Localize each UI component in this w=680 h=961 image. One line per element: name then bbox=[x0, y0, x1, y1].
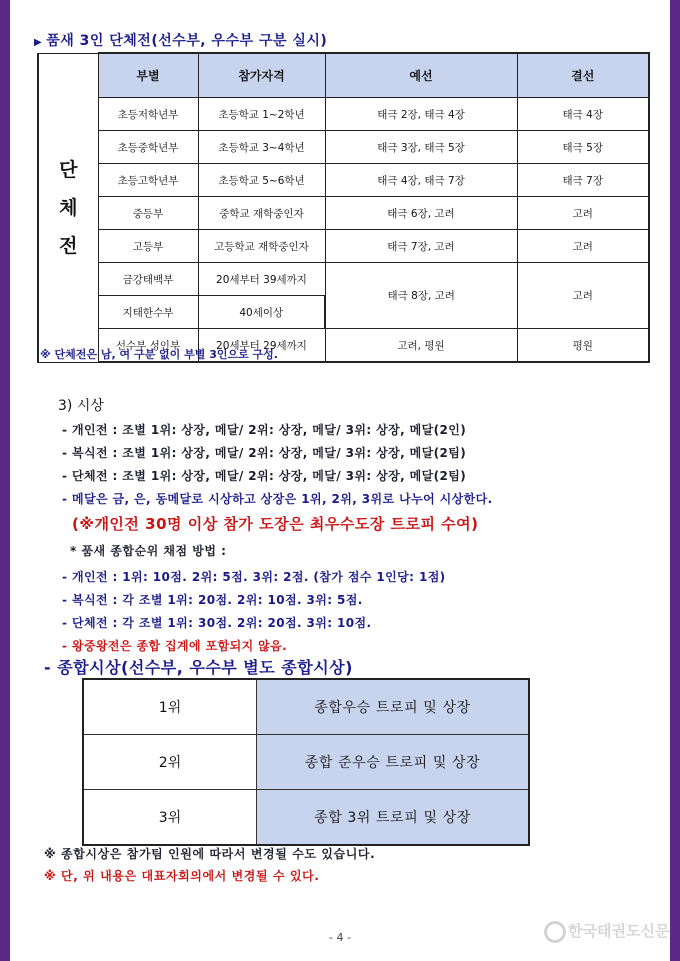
header-division: 부별 bbox=[98, 53, 198, 98]
table-row bbox=[38, 164, 649, 197]
team-event-heading bbox=[34, 30, 327, 50]
division-cell: 중등부 bbox=[98, 197, 198, 230]
division-cell: 지태한수부 bbox=[98, 296, 198, 329]
scoring-line-doubles: - 복식전 : 각 조별 1위: 20점. 2위: 10점. 3위: 5점. bbox=[62, 593, 363, 607]
table-row bbox=[83, 790, 529, 846]
eligibility-cell: 고등학교 재학중인자 bbox=[198, 230, 325, 263]
final-cell: 태극 7장 bbox=[517, 164, 649, 197]
division-cell: 금강태백부 bbox=[98, 263, 198, 296]
trophy-note: (※개인전 30명 이상 참가 도장은 최우수도장 트로피 수여) bbox=[72, 515, 479, 533]
prelim-cell: 태극 3장, 태극 5장 bbox=[325, 131, 517, 164]
eligibility-cell: 초등학교 3~4학년 bbox=[198, 131, 325, 164]
prelim-cell: 태극 6장, 고려 bbox=[325, 197, 517, 230]
watermark-logo-icon bbox=[544, 921, 566, 943]
final-cell: 고려 bbox=[517, 263, 649, 329]
division-cell: 선수부 성인부 bbox=[98, 329, 198, 363]
eligibility-cell: 초등학교 5~6학년 bbox=[198, 164, 325, 197]
scoring-method-title: * 품새 종합순위 채점 방법 : bbox=[70, 544, 227, 558]
eligibility-cell: 20세부터 29세까지 bbox=[198, 329, 325, 363]
prelim-cell: 태극 4장, 태극 7장 bbox=[325, 164, 517, 197]
side-char: 체 bbox=[59, 196, 78, 219]
award-line-individual: - 개인전 : 조별 1위: 상장, 메달/ 2위: 상장, 메달/ 3위: 상장, 메달(2인) bbox=[62, 423, 467, 437]
scoring-line-exclusion: - 왕중왕전은 종합 집계에 포함되지 않음. bbox=[62, 639, 288, 653]
rank-cell: 3위 bbox=[83, 790, 257, 846]
footnote-change: ※ 종합시상은 참가팀 인원에 따라서 변경될 수도 있습니다. bbox=[44, 847, 376, 861]
footnote-meeting: ※ 단, 위 내용은 대표자회의에서 변경될 수 있다. bbox=[44, 869, 320, 883]
table-row bbox=[38, 197, 649, 230]
division-cell: 초등고학년부 bbox=[98, 164, 198, 197]
prelim-cell: 태극 7장, 고려 bbox=[325, 230, 517, 263]
eligibility-cell: 초등학교 1~2학년 bbox=[198, 98, 325, 131]
team-event-table bbox=[37, 52, 650, 363]
eligibility-cell: 40세이상 bbox=[198, 296, 325, 329]
division-cell: 초등저학년부 bbox=[98, 98, 198, 131]
overall-awards-table bbox=[82, 678, 530, 846]
header-final: 결선 bbox=[517, 53, 649, 98]
triangle-marker-icon: ▶ bbox=[34, 37, 43, 48]
table-header-row bbox=[38, 53, 649, 98]
prelim-cell: 고려, 평원 bbox=[325, 329, 517, 363]
award-line-medals: - 메달은 금, 은, 동메달로 시상하고 상장은 1위, 2위, 3위로 나누어 시상한다. bbox=[62, 492, 493, 506]
team-side-label bbox=[38, 53, 98, 362]
prize-cell: 종합 3위 트로피 및 상장 bbox=[257, 790, 530, 846]
section-3-title: 3) 시상 bbox=[58, 398, 104, 414]
final-cell: 고려 bbox=[517, 197, 649, 230]
rank-cell: 1위 bbox=[83, 679, 257, 735]
team-note: ※ 단체전은 남, 여 구분 없이 부별 3인으로 구성. bbox=[40, 348, 278, 361]
table-row bbox=[38, 230, 649, 263]
division-cell: 초등중학년부 bbox=[98, 131, 198, 164]
scoring-line-team: - 단체전 : 각 조별 1위: 30점. 2위: 20점. 3위: 10점. bbox=[62, 616, 372, 630]
final-cell: 평원 bbox=[517, 329, 649, 363]
table-row bbox=[38, 263, 649, 296]
watermark-text: 한국태권도신문 bbox=[568, 922, 670, 940]
overall-awards-title: - 종합시상(선수부, 우수부 별도 종합시상) bbox=[44, 658, 353, 677]
table-row bbox=[38, 131, 649, 164]
final-cell: 고려 bbox=[517, 230, 649, 263]
document-page bbox=[10, 0, 670, 961]
table-row bbox=[83, 679, 529, 735]
side-char: 전 bbox=[59, 234, 78, 257]
page-number: - 4 - bbox=[329, 931, 351, 944]
team-event-heading-text: 품새 3인 단체전(선수부, 우수부 구분 실시) bbox=[46, 33, 328, 49]
final-cell: 태극 5장 bbox=[517, 131, 649, 164]
prize-cell: 종합우승 트로피 및 상장 bbox=[257, 679, 530, 735]
eligibility-cell: 20세부터 39세까지 bbox=[198, 263, 325, 296]
award-line-doubles: - 복식전 : 조별 1위: 상장, 메달/ 2위: 상장, 메달/ 3위: 상장, 메달(2팀) bbox=[62, 446, 467, 460]
prelim-cell: 태극 2장, 태극 4장 bbox=[325, 98, 517, 131]
eligibility-cell: 중학교 재학중인자 bbox=[198, 197, 325, 230]
scoring-line-individual: - 개인전 : 1위: 10점. 2위: 5점. 3위: 2점. (참가 점수 1인당: 1점) bbox=[62, 570, 446, 584]
header-prelim: 예선 bbox=[325, 53, 517, 98]
side-char: 단 bbox=[59, 158, 78, 181]
table-row bbox=[38, 98, 649, 131]
award-line-team: - 단체전 : 조별 1위: 상장, 메달/ 2위: 상장, 메달/ 3위: 상장, 메달(2팀) bbox=[62, 469, 467, 483]
division-cell: 고등부 bbox=[98, 230, 198, 263]
prize-cell: 종합 준우승 트로피 및 상장 bbox=[257, 735, 530, 790]
header-eligibility: 참가자격 bbox=[198, 53, 325, 98]
final-cell: 태극 4장 bbox=[517, 98, 649, 131]
table-row bbox=[83, 735, 529, 790]
watermark bbox=[544, 920, 680, 950]
prelim-cell: 태극 8장, 고려 bbox=[325, 263, 517, 329]
rank-cell: 2위 bbox=[83, 735, 257, 790]
